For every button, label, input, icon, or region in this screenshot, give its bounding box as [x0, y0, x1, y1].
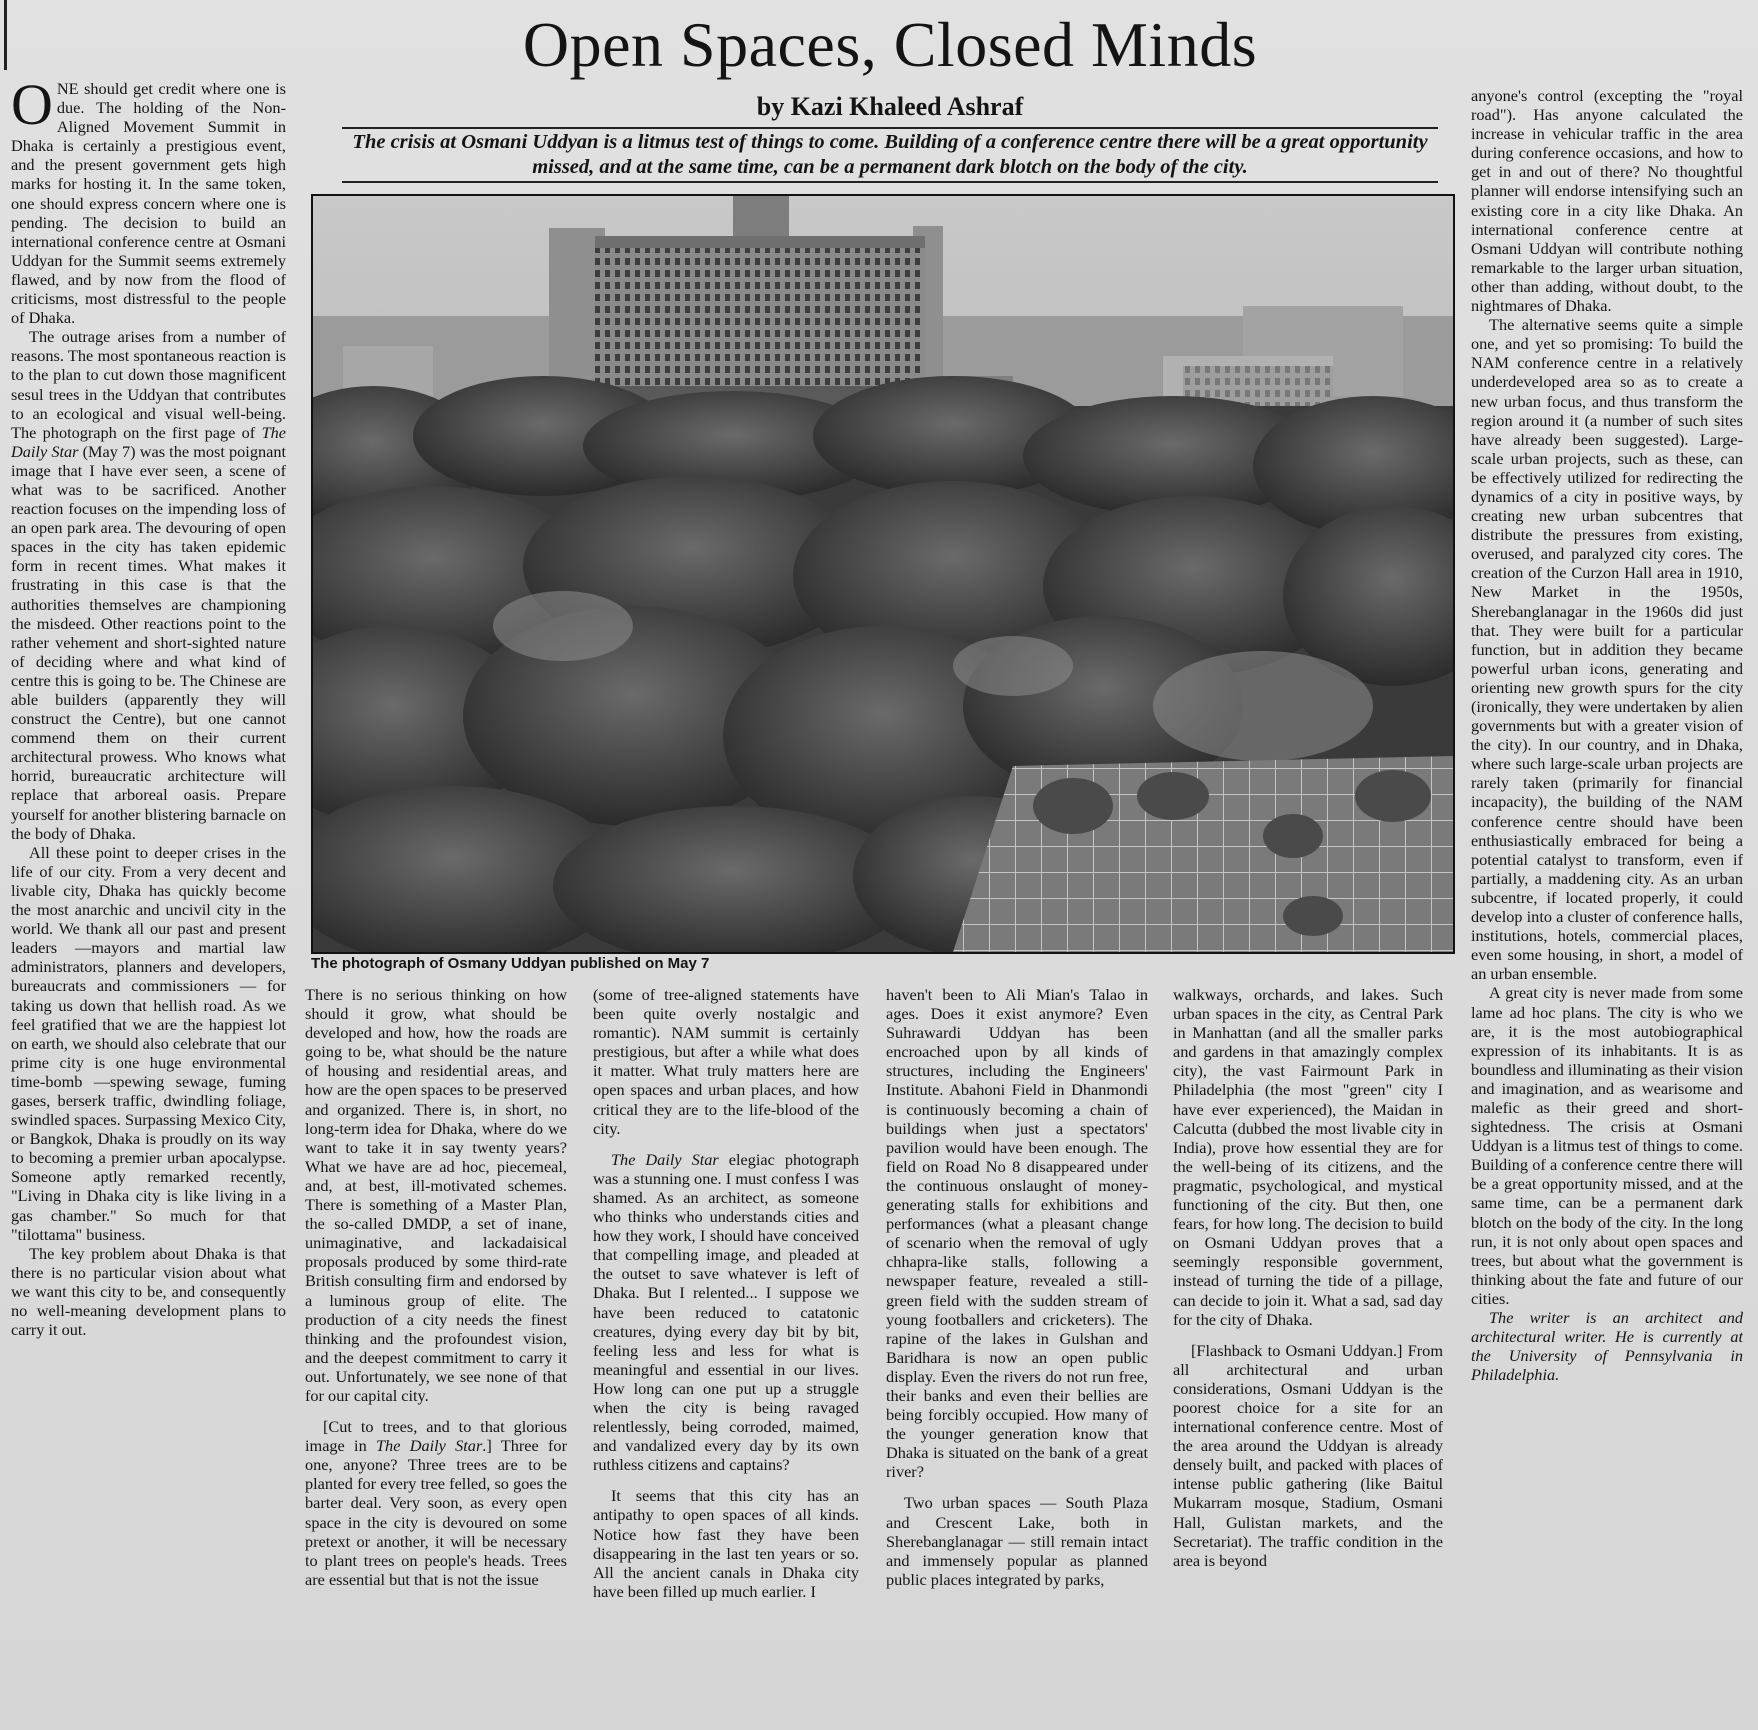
paragraph: A great city is never made from some lame ad hoc plans. The city is who we are, it is the most autobiographical expression of its inhabitants. It is as boundless and illuminating as their vision and imagination, and as wearisome and malefic as their greed and short-sightedness. The crisis at Osmani Uddyan is a litmus test of things to come. Building of a conference centre there will be a great opportunity missed, and at the same time, can be a permanent dark blotch on the body of the city. In the long run, it is not only about open spaces and trees, but about what the government is thinking about the fate and future of our cities.	[1471, 983, 1743, 1308]
paragraph: [Flashback to Osmani Uddyan.] From all architectural and urban considerations, Osmani Uddyan is the poorest choice for a site for an international conference centre. Most of the area around the Uddyan is already densely built, and packed with places of intense public gathering (like Baitul Mukarram mosque, Stadium, Osmani Hall, Gulistan markets, and the Secretariat). The traffic condition in the area is beyond	[1173, 1340, 1443, 1570]
paragraph: There is no serious thinking on how should it grow, what should be developed and how, how the roads are going to be, what should be the nature of housing and residential areas, and how are the open spaces to be preserved and organized. There is, in short, no long-term idea for Dhaka, where do we want to take it in say twenty years? What we have are ad hoc, piecemeal, and, at best, ill-motivated schemes. There is something of a Master Plan, the so-called DMDP, a set of inane, unimaginative, and lackadaisical proposals produced by some third-rate British consulting firm and endorsed by a luminous group of elite. The production of a city needs the finest thinking and the profoundest vision, and the deepest commitment to carry it out. Unfortunately, we see none of that for our capital city.	[305, 985, 567, 1405]
paragraph: The key problem about Dhaka is that there is no particular vision about what we want this city to be, and consequently no well-meaning development plans to carry it out.	[11, 1243, 286, 1340]
paragraph: anyone's control (excepting the "royal road"). Has anyone calculated the increase in vehicular traffic in the area during conference occasions, and how to get in and out of there? No thoughtful planner will endorse intensifying such an existing core in a city like Dhaka. An international conference centre at Osmani Uddyan will contribute nothing remarkable to the larger urban situation, other than adding, without doubt, to the nightmares of Dhaka.	[1471, 86, 1743, 316]
paragraph: (some of tree-aligned statements have been quite overly nostalgic and romantic). NAM summit is certainly prestigious, but after a while what does it matter. What truly matters here are open spaces and urban places, and how critical they are to the life-blood of the city.	[593, 985, 859, 1138]
paragraph: [Cut to trees, and to that glorious image in The Daily Star.] Three for one, anyone? Three trees are to be planted for every tree felled, so goes the barter deal. Very soon, as every open space in the city is devoured on some pretext or another, it will be necessary to plant trees on people's heads. Trees are essential but that is not the issue	[305, 1417, 567, 1589]
article-column-1	[11, 79, 286, 1709]
publication-reference: The Daily Star	[611, 1149, 719, 1169]
deck-subheadline: The crisis at Osmani Uddyan is a litmus test of things to come. Building of a conference centre there will be a great opportunity missed, and at the same time, can be a permanent dark blotch on the body of the city.	[352, 131, 1428, 178]
paragraph: ONE should get credit where one is due. The holding of the Non-Aligned Movement Summit in Dhaka is certainly a prestigious event, and the present government gets high marks for hosting it. In the same token, one should express concern where one is pending. The decision to build an international conference centre at Osmani Uddyan for the Summit seems extremely flawed, and by now from the flood of criticisms, most distressful to the people of Dhaka.	[11, 79, 286, 328]
publication-reference: The Daily Star	[376, 1436, 483, 1456]
dropcap: O	[11, 79, 53, 137]
paragraph: walkways, orchards, and lakes. Such urban spaces in the city, as Central Park in Manhattan (and all the smaller parks and gardens in that amazingly complex city), the vast Fairmount Park in Philadelphia (the most "green" city I have ever experienced), the Maidan in Calcutta (dubbed the most livable city in India), prove how essential they are for the well-being of its citizens, and the pragmatic, psychological, and mystical functioning of the city. But then, one fears, for how long. The decision to build on Osmani Uddyan proves that a seemingly responsible government, instead of turning the tide of a pillage, can decide to join it. What a sad, sad day for the city of Dhaka.	[1173, 985, 1443, 1329]
paragraph: The outrage arises from a number of reasons. The most spontaneous reaction is to the plan to cut down those magnificent sesul trees in the Uddyan that contributes to an ecological and visual well-being. The photograph on the first page of The Daily Star (May 7) was the most poignant image that I have ever seen, a scene of what was to be sacrificed. Another reaction focuses on the impending loss of an open park area. The devouring of open spaces in the city has taken epidemic form in recent times. What makes it frustrating in this case is that the authorities themselves are championing the misdeed. Other reactions point to the rather vehement and short-sighted nature of deciding where and what kind of centre this is going to be. The Chinese are able builders (apparently they will construct the Centre), but one cannot commend them on their current architectural prowess. Who knows what horrid, bureaucratic architecture will replace that arboreal oasis. Prepare yourself for another blistering barnacle on the body of Dhaka.	[11, 327, 286, 843]
paragraph: haven't been to Ali Mian's Talao in ages. Does it exist anymore? Even Suhrawardi Uddyan has been encroached upon by all kinds of structures, including the Engineers' Institute. Abahoni Field in Dhanmondi is continuously becoming a chain of buildings when just a spectators' pavilion would have been enough. The field on Road No 8 disappeared under the continuous onslaught of money-generating stalls for exhibitions and performances (what a pleasant change of scenario when the removal of ugly chhapra-like stalls, following a newspaper feature, revealed a still-green field with the sudden stream of young footballers and cricketers). The rapine of the lakes in Gulshan and Baridhara is now an open public display. Even the rivers do not run free, their banks and even their bellies are being forcibly occupied. How many of the younger generation know that Dhaka is situated on the bank of a great river?	[886, 985, 1148, 1482]
publication-reference: The Daily Star	[11, 422, 286, 461]
paragraph: It seems that this city has an antipathy to open spaces of all kinds. Notice how fast they have been disappearing in the last ten years or so. All the ancient canals in Dhaka city have been filled up much earlier. I	[593, 1486, 859, 1601]
paragraph: The alternative seems quite a simple one, and yet so promising: To build the NAM conference centre in a relatively underdeveloped area so as to create a new urban focus, and thus transform the region around it (a number of such sites have already been suggested). Large-scale urban projects, such as these, can be effectively utilized for redirecting the dynamics of a city in positive ways, by creating new urban subcentres that distribute the pressures from existing, overused, and paralyzed city cores. The creation of the Curzon Hall area in 1910, New Market in the 1950s, Sherebanglanagar in the 1960s did just that. They were built for a particular function, but in addition they became powerful urban icons, generating and orienting new growth spurs for the city (ironically, they were undertaken by alien governments but with a greater vision of the city). In our country, and in Dhaka, where such large-scale urban projects are rarely taken (primarily for financial incapacity), the building of the NAM conference centre should have been enthusiastically embraced for being a potential catalyst to transform, even if partially, a maddening city. As an urban subcentre, if located properly, it could develop into a cluster of conference halls, institutions, hotels, commercial places, even some housing, in short, a model of an urban ensemble.	[1471, 315, 1743, 984]
paragraph: The Daily Star elegiac photograph was a stunning one. I must confess I was shamed. As an architect, as someone who thinks who understands cities and how they work, I should have conceived that compelling image, and pleaded at the outset to save whatever is left of Dhaka. But I relented... I suppose we have been reduced to catatonic creatures, dying every day bit by bit, feeling less and less for what is meaningful and essential in our lives. How long can one put up a struggle when the city is being ravaged relentlessly, being corroded, maimed, and vandalized every day by its own ruthless citizens and captains?	[593, 1149, 859, 1475]
photo-caption: The photograph of Osmany Uddyan published on May 7	[311, 955, 710, 972]
article-column-4	[886, 985, 1148, 1713]
paragraph: Two urban spaces — South Plaza and Crescent Lake, both in Sherebanglanagar — still remain intact and immensely popular as planned public places integrated by parks,	[886, 1493, 1148, 1589]
deck-rule-bottom	[342, 181, 1438, 183]
page-edge-rule	[4, 0, 7, 70]
article-column-3	[593, 985, 859, 1713]
deck-rule-top	[342, 127, 1438, 129]
article-column-2	[305, 985, 567, 1713]
byline: by Kazi Khaleed Ashraf	[756, 92, 1024, 121]
article-column-6	[1471, 86, 1743, 1716]
article-photograph	[311, 194, 1455, 954]
headline: Open Spaces, Closed Minds	[522, 9, 1258, 80]
article-column-5	[1173, 985, 1443, 1713]
paragraph: All these point to deeper crises in the life of our city. From a very decent and livable city, Dhaka has quickly become the most anarchic and uncivil city in the world. We thank all our past and present leaders —mayors and martial law administrators, planners and developers, bureaucrats and commissioners — for taking us down that hellish road. As we feel gratified that we are the happiest lot on earth, we should also celebrate that our prime city is one huge environmental time-bomb —spewing sewage, fuming gases, berserk traffic, dwindling foliage, swindled spaces. Surpassing Mexico City, or Bangkok, Dhaka is proudly on its way to becoming a premier urban apocalypse. Someone aptly remarked recently, "Living in Dhaka city is like living in a gas chamber." So much for that "tilottama" business.	[11, 842, 286, 1244]
author-note: The writer is an architect and architectural writer. He is currently at the University of Pennsylvania in Philadelphia.	[1471, 1308, 1743, 1385]
